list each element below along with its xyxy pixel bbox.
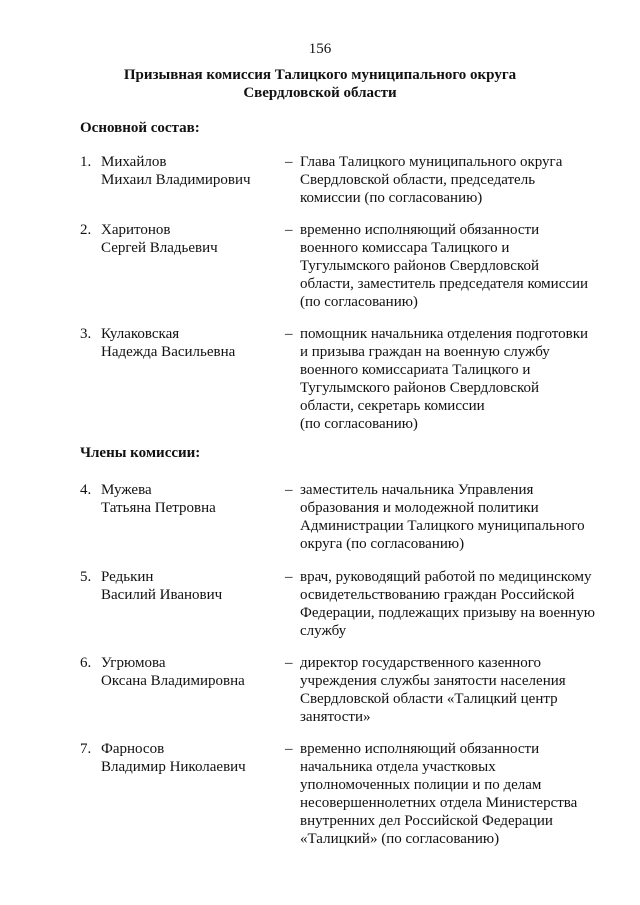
member-name-line: Редькин (101, 569, 154, 585)
member-role-line: Свердловской области «Талицкий центр (300, 691, 558, 707)
member-role (300, 654, 610, 726)
member-name-line: Угрюмова (101, 655, 166, 671)
member-name (101, 481, 291, 517)
member-role-line: Федерации, подлежащих призыву на военную (300, 605, 595, 621)
entry-number: 1. (80, 154, 92, 170)
member-name (101, 153, 291, 189)
member-role-line: занятости» (300, 709, 371, 725)
member-role-line: начальника отдела участковых (300, 759, 496, 775)
entry-number: 6. (80, 655, 92, 671)
member-role-line: службу (300, 623, 347, 639)
member-role-line: Тугулымского районов Свердловской (300, 258, 540, 274)
member-role (300, 153, 610, 207)
member-role-line: заместитель начальника Управления (300, 482, 534, 498)
member-role-line: помощник начальника отделения подготовки (300, 326, 589, 342)
dash-separator: – (285, 655, 293, 671)
member-name (101, 221, 291, 257)
member-role-line: Свердловской области, председатель (300, 172, 536, 188)
dash-separator: – (285, 482, 293, 498)
member-name-line: Василий Иванович (101, 587, 223, 603)
member-name-line: Михаил Владимирович (101, 172, 251, 188)
member-role-line: уполномоченных полиции и по делам (300, 777, 542, 793)
member-name-line: Сергей Владьевич (101, 240, 218, 256)
dash-separator: – (285, 326, 293, 342)
title-line-2: Свердловской области (243, 85, 397, 101)
entry-number: 5. (80, 569, 92, 585)
member-name-line: Кулаковская (101, 326, 180, 342)
member-role-line: временно исполняющий обязанности (300, 741, 540, 757)
member-role-line: Глава Талицкого муниципального округа (300, 154, 563, 170)
member-name-line: Харитонов (101, 222, 171, 238)
member-name (101, 654, 291, 690)
member-name (101, 568, 291, 604)
member-role-line: округа (по согласованию) (300, 536, 465, 552)
member-role-line: освидетельствованию граждан Российской (300, 587, 575, 603)
member-role-line: временно исполняющий обязанности (300, 222, 540, 238)
member-role-line: несовершеннолетних отдела Министерства (300, 795, 578, 811)
member-role-line: врач, руководящий работой по медицинскому (300, 569, 592, 585)
dash-separator: – (285, 569, 293, 585)
section-heading-members: Члены комиссии: (80, 445, 201, 461)
member-role-line: «Талицкий» (по согласованию) (300, 831, 500, 847)
section-heading-main: Основной состав: (80, 120, 200, 136)
member-name-line: Михайлов (101, 154, 167, 170)
member-role-line: области, заместитель председателя комиссии (300, 276, 589, 292)
member-role (300, 740, 610, 848)
dash-separator: – (285, 222, 293, 238)
member-role (300, 221, 610, 311)
member-role-line: области, секретарь комиссии (300, 398, 485, 414)
member-name-line: Мужева (101, 482, 152, 498)
member-role-line: образования и молодежной политики (300, 500, 539, 516)
member-name (101, 740, 291, 776)
entry-number: 3. (80, 326, 92, 342)
entry-number: 7. (80, 741, 92, 757)
title-line-1: Призывная комиссия Талицкого муниципального округа (123, 67, 517, 83)
member-role-line: (по согласованию) (300, 294, 418, 310)
member-role-line: внутренних дел Российской Федерации (300, 813, 553, 829)
member-role-line: учреждения службы занятости населения (300, 673, 566, 689)
member-name-line: Владимир Николаевич (101, 759, 246, 775)
member-role-line: военного комиссара Талицкого и (300, 240, 510, 256)
member-name (101, 325, 291, 361)
member-role-line: военного комиссариата Талицкого и (300, 362, 531, 378)
member-role (300, 325, 610, 433)
dash-separator: – (285, 154, 293, 170)
member-role-line: директор государственного казенного (300, 655, 542, 671)
entry-number: 4. (80, 482, 92, 498)
member-role-line: и призыва граждан на военную службу (300, 344, 550, 360)
entry-number: 2. (80, 222, 92, 238)
member-name-line: Фарносов (101, 741, 165, 757)
member-role (300, 568, 610, 640)
member-role-line: (по согласованию) (300, 416, 418, 432)
member-role-line: Администрации Талицкого муниципального (300, 518, 585, 534)
member-role-line: комиссии (по согласованию) (300, 190, 483, 206)
page-number: 156 (308, 41, 332, 57)
dash-separator: – (285, 741, 293, 757)
member-name-line: Татьяна Петровна (101, 500, 216, 516)
member-name-line: Надежда Васильевна (101, 344, 236, 360)
member-name-line: Оксана Владимировна (101, 673, 245, 689)
document-title (80, 66, 560, 102)
member-role (300, 481, 610, 553)
member-role-line: Тугулымского районов Свердловской (300, 380, 540, 396)
